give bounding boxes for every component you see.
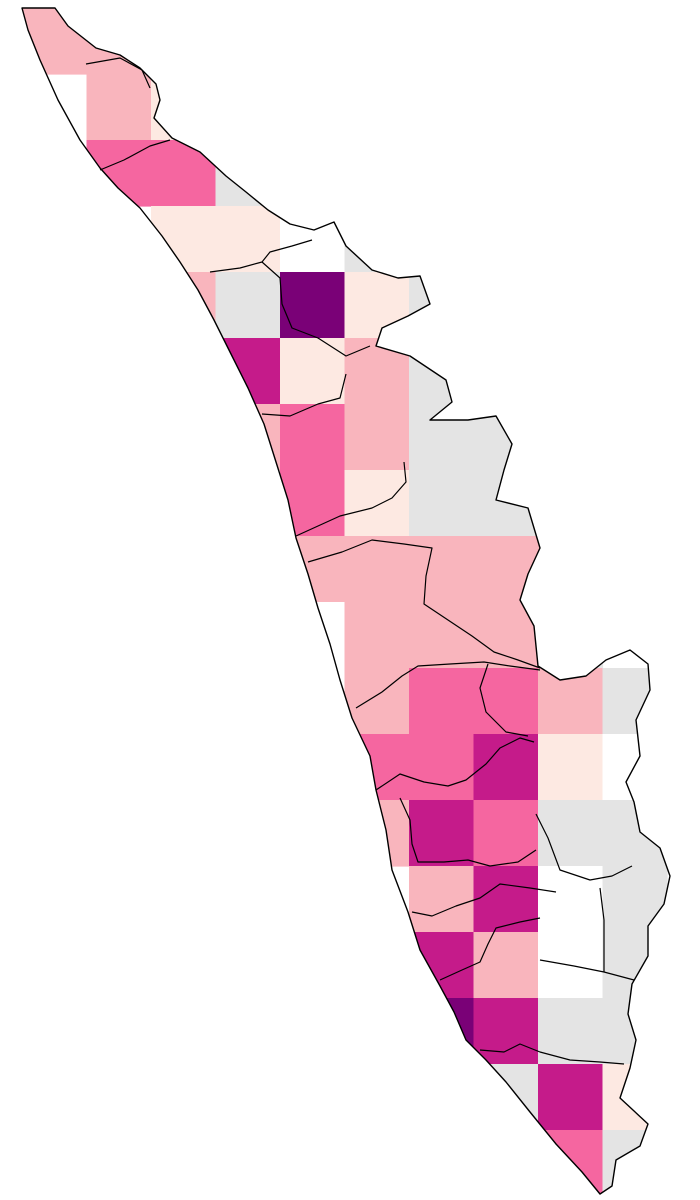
grid-cell: [409, 668, 474, 735]
grid-cell: [280, 140, 345, 207]
grid-cell: [345, 800, 410, 867]
grid-cell: [538, 866, 603, 933]
grid-cell: [409, 602, 474, 669]
grid-cell: [474, 536, 539, 603]
grid-cell: [474, 734, 539, 801]
grid-cell: [409, 800, 474, 867]
grid-cell: [603, 932, 668, 999]
grid-cell: [280, 470, 345, 537]
grid-cell: [603, 668, 668, 735]
grid-cell: [280, 272, 345, 339]
grid-cell: [151, 74, 216, 141]
grid-cell: [409, 338, 474, 405]
grid-cell: [345, 272, 410, 339]
grid-cell: [409, 866, 474, 933]
grid-cells-layer: [22, 8, 668, 1197]
grid-cell: [280, 338, 345, 405]
grid-cell: [538, 1064, 603, 1131]
grid-cell: [538, 800, 603, 867]
grid-cell: [409, 734, 474, 801]
grid-cell: [345, 206, 410, 273]
grid-cell: [87, 8, 152, 75]
grid-cell: [280, 536, 345, 603]
grid-cell: [151, 140, 216, 207]
grid-cell: [474, 800, 539, 867]
grid-cell: [280, 602, 345, 669]
grid-cell: [603, 998, 668, 1065]
grid-cell: [345, 470, 410, 537]
grid-cell: [216, 404, 281, 471]
grid-cell: [280, 206, 345, 273]
grid-cell: [603, 1064, 668, 1131]
grid-cell: [345, 404, 410, 471]
grid-cell: [409, 404, 474, 471]
grid-cell: [474, 602, 539, 669]
grid-cell: [409, 998, 474, 1065]
grid-cell: [474, 932, 539, 999]
grid-cell: [474, 998, 539, 1065]
grid-cell: [538, 602, 603, 669]
grid-cell: [216, 272, 281, 339]
grid-cell: [216, 74, 281, 141]
grid-cell: [87, 74, 152, 141]
grid-cell: [538, 536, 603, 603]
grid-cell: [345, 602, 410, 669]
grid-cell: [216, 206, 281, 273]
grid-cell: [603, 734, 668, 801]
grid-cell: [280, 404, 345, 471]
grid-cell: [216, 140, 281, 207]
grid-cell: [474, 866, 539, 933]
grid-cell: [538, 734, 603, 801]
grid-cell: [474, 1064, 539, 1131]
grid-cell: [474, 404, 539, 471]
grid-cell: [409, 470, 474, 537]
grid-cell: [22, 8, 87, 75]
grid-cell: [474, 470, 539, 537]
grid-cell: [345, 536, 410, 603]
grid-cell: [216, 338, 281, 405]
grid-cell: [538, 470, 603, 537]
grid-cell: [409, 272, 474, 339]
grid-cell: [345, 338, 410, 405]
grid-cell: [151, 206, 216, 273]
grid-cell: [345, 734, 410, 801]
